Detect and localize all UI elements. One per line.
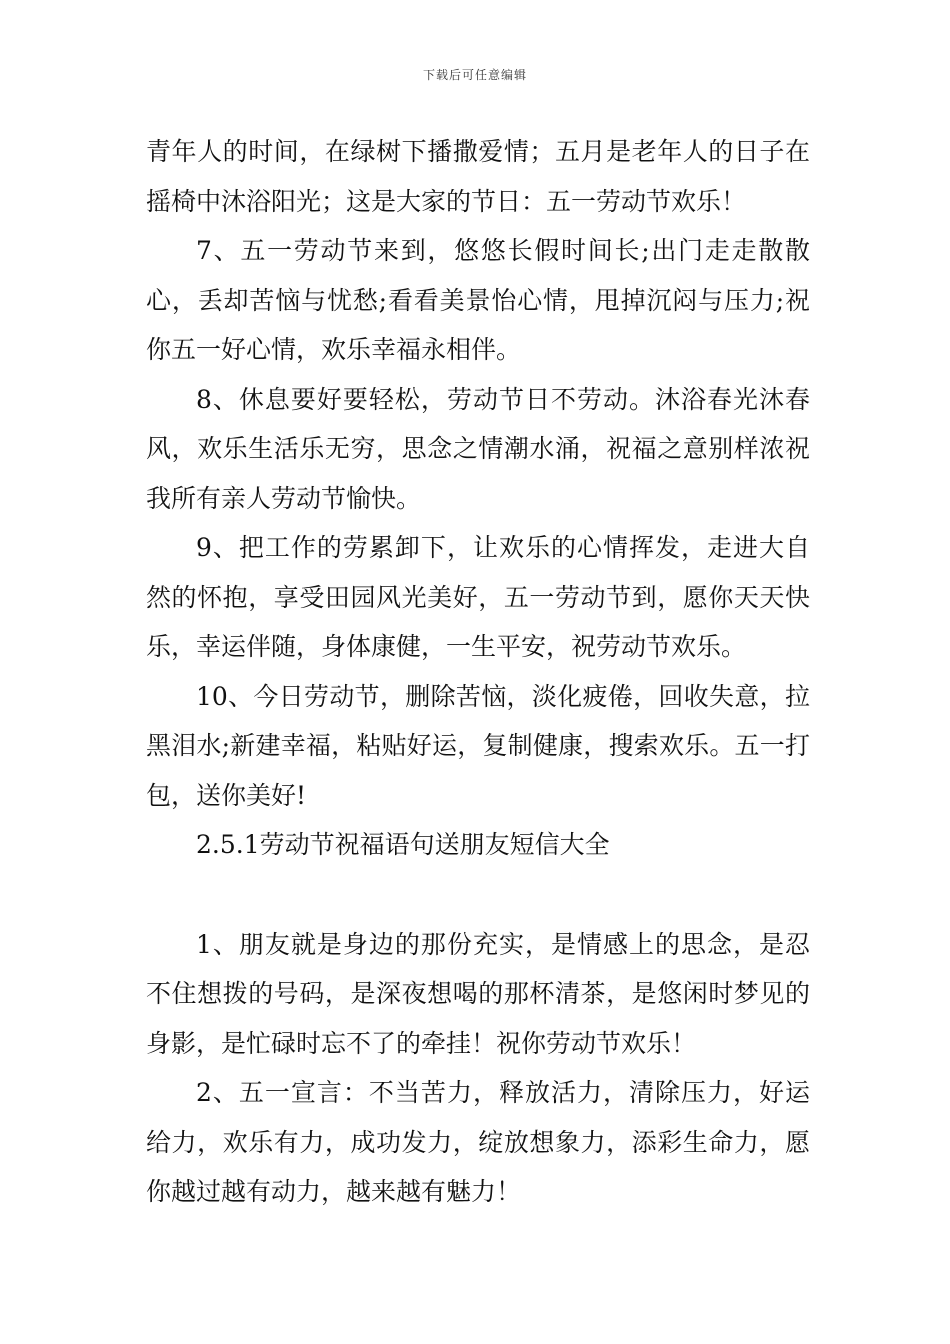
- section-heading: 2.5.1劳动节祝福语句送朋友短信大全: [196, 830, 610, 859]
- section-paragraph-item-2: 2、五一宣言：不当苦力，释放活力，清除压力，好运给力，欢乐有力，成功发力，绽放想象力，添彩生命力，愿你越过越有动力，越来越有魅力！: [146, 1078, 810, 1206]
- page-header: 下载后可任意编辑: [422, 68, 527, 82]
- document-body: [146, 127, 810, 1217]
- paragraph-item-9: 9、把工作的劳累卸下，让欢乐的心情挥发，走进大自然的怀抱，享受田园风光美好，五一劳动节到，愿你天天快乐，幸运伴随，身体康健，一生平安，祝劳动节欢乐。: [146, 533, 810, 661]
- paragraph-continuation: 青年人的时间，在绿树下播撒爱情；五月是老年人的日子在摇椅中沐浴阳光；这是大家的节日：五一劳动节欢乐！: [146, 137, 810, 216]
- paragraph-item-10: 10、今日劳动节，删除苦恼，淡化疲倦，回收失意，拉黑泪水;新建幸福，粘贴好运，复制健康，搜索欢乐。五一打包，送你美好!: [146, 681, 810, 810]
- paragraph-item-8: 8、休息要好要轻松，劳动节日不劳动。沐浴春光沐春风，欢乐生活乐无穷，思念之情潮水涌，祝福之意别样浓祝我所有亲人劳动节愉快。: [146, 384, 810, 513]
- section-spacer: [146, 870, 810, 920]
- paragraph-item-7: 7、五一劳动节来到，悠悠长假时间长;出门走走散散心，丢却苦恼与忧愁;看看美景怡心情，甩掉沉闷与压力;祝你五一好心情，欢乐幸福永相伴。: [146, 236, 810, 364]
- section-paragraph-item-1: 1、朋友就是身边的那份充实，是情感上的思念，是忍不住想拨的号码，是深夜想喝的那杯清茶，是悠闲时梦见的身影，是忙碌时忘不了的牵挂！祝你劳动节欢乐！: [146, 929, 810, 1058]
